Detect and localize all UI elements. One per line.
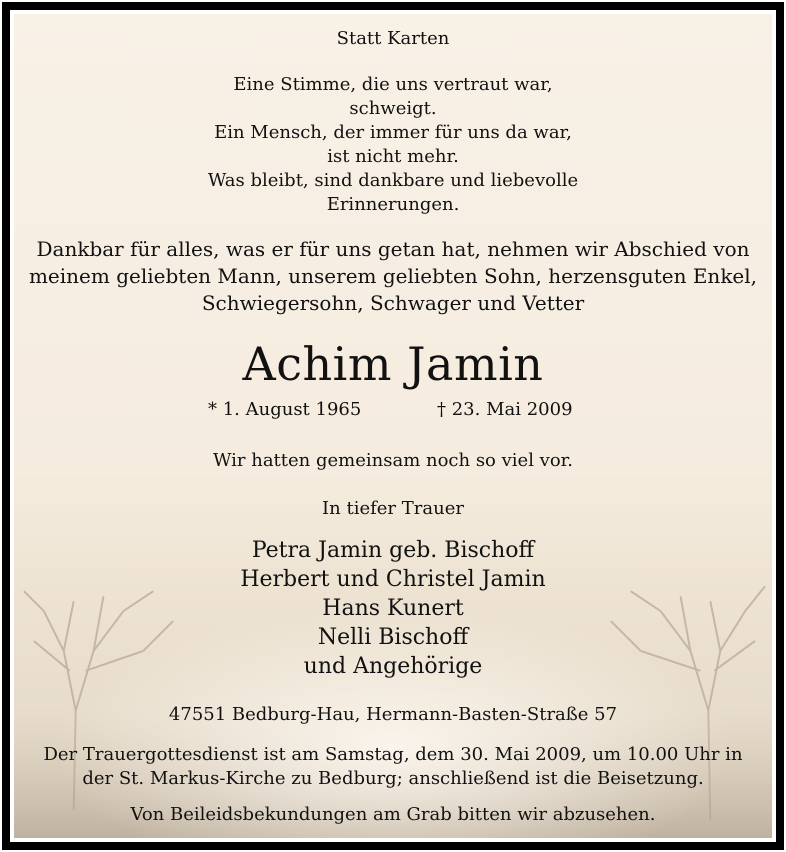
mourner-name: Nelli Bischoff — [317, 625, 469, 650]
mourner-name: und Angehörige — [303, 654, 483, 679]
poem-line: Was bleibt, sind dankbare und liebevolle — [207, 170, 579, 191]
closing-note: Von Beileidsbekundungen am Grab bitten wir abzusehen. — [130, 804, 656, 825]
poem-line: schweigt. — [349, 98, 437, 119]
notice-inner-border — [10, 10, 776, 842]
mourner-name: Hans Kunert — [322, 596, 464, 621]
intro-line: meinem geliebten Mann, unserem geliebten Sohn, herzensguten Enkel, — [28, 264, 758, 288]
service-info-line: Der Trauergottesdienst ist am Samstag, dem 30. Mai 2009, um 10.00 Uhr in — [43, 744, 743, 765]
quote: Wir hatten gemeinsam noch so viel vor. — [212, 450, 574, 471]
poem-line: ist nicht mehr. — [327, 146, 459, 167]
obituary-card — [14, 14, 772, 838]
poem-line: Erinnerungen. — [326, 194, 460, 215]
deceased-name: Achim Jamin — [242, 337, 544, 391]
header-statt-karten: Statt Karten — [336, 28, 450, 49]
intro-line: Schwiegersohn, Schwager und Vetter — [201, 291, 585, 315]
death-date: † 23. Mai 2009 — [437, 399, 573, 420]
family-address: 47551 Bedburg-Hau, Hermann-Basten-Straße 57 — [168, 704, 618, 725]
poem-line: Eine Stimme, die uns vertraut war, — [233, 74, 553, 95]
mourning-heading: In tiefer Trauer — [322, 498, 464, 519]
notice-frame — [2, 2, 784, 850]
poem-line: Ein Mensch, der immer für uns da war, — [214, 122, 572, 143]
service-info-line: der St. Markus-Kirche zu Bedburg; anschließend ist die Beisetzung. — [82, 768, 704, 789]
mourner-name: Petra Jamin geb. Bischoff — [251, 538, 535, 563]
birth-date: * 1. August 1965 — [208, 399, 362, 420]
intro-line: Dankbar für alles, was er für uns getan hat, nehmen wir Abschied von — [36, 237, 750, 261]
mourner-name: Herbert und Christel Jamin — [240, 567, 546, 592]
